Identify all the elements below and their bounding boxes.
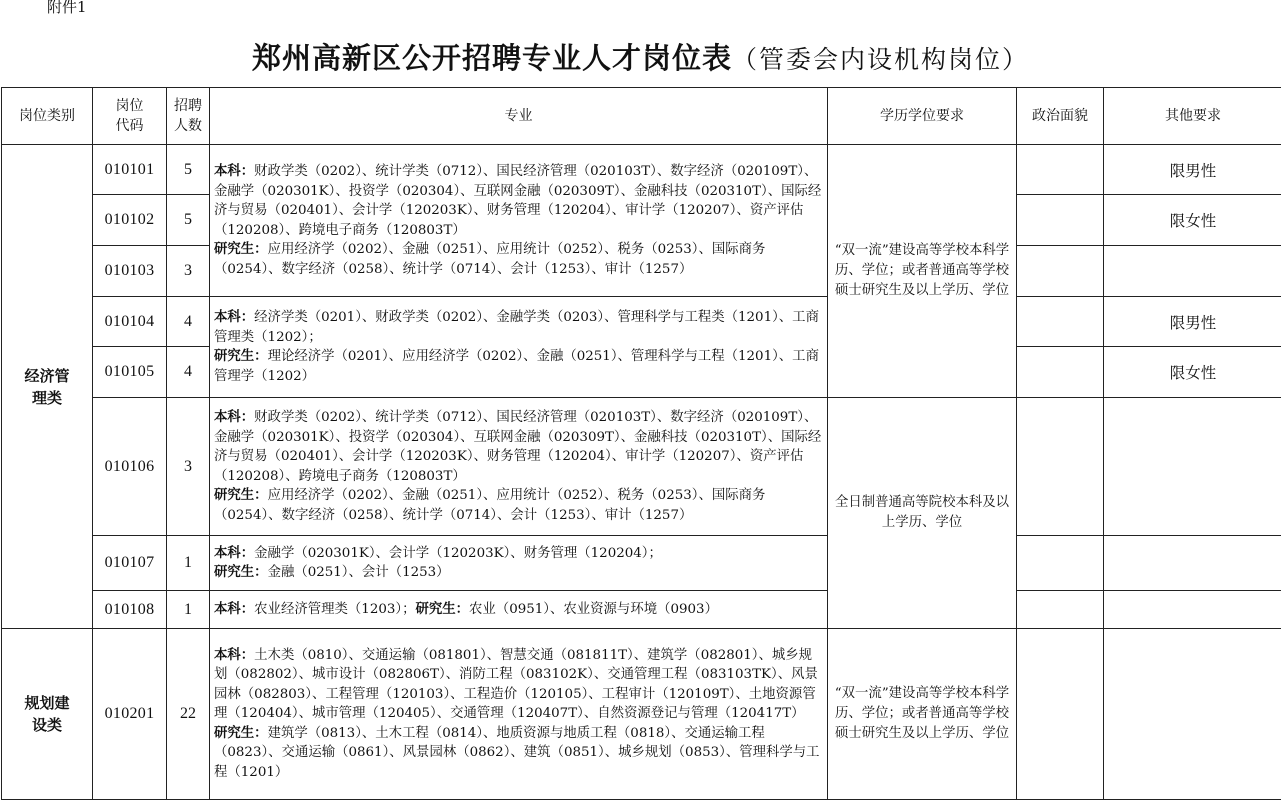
education-cell: “双一流”建设高等学校本科学历、学位；或者普通高等学校硕士研究生及以上学历、学位	[828, 629, 1017, 800]
category-cell: 经济管理类	[2, 145, 93, 629]
header-count: 招聘人数	[167, 88, 210, 145]
hire-count: 22	[167, 629, 210, 800]
hire-count: 4	[167, 297, 210, 347]
education-cell: “双一流”建设高等学校本科学历、学位；或者普通高等学校硕士研究生及以上学历、学位	[828, 145, 1017, 398]
header-major: 专业	[210, 88, 828, 145]
other-requirement: 限男性	[1104, 297, 1281, 347]
political-cell	[1017, 536, 1104, 591]
position-code: 010201	[93, 629, 167, 800]
header-category: 岗位类别	[2, 88, 93, 145]
other-requirement: 限女性	[1104, 347, 1281, 398]
major-cell: 本科：经济学类（0201）、财政学类（0202）、金融学类（0203）、管理科学与工程类（1201）、工商管理类（1202）； 研究生：理论经济学（0201）、应用经济学（0202）、金融（0251）、管理科学与工程（1201）、工商管理学（1202）	[210, 297, 828, 398]
major-cell: 本科：财政学类（0202）、统计学类（0712）、国民经济管理（020103T）、数字经济（020109T）、金融学（020301K）、投资学（020304）、互联网金融（020309T）、金融科技（020310T）、国际经济与贸易（020401）、会计学（120203K）、财务管理（120204）、审计学（120207）、资产评估（120208）、跨境电子商务（120803T） 研究生：应用经济学（0202）、金融（0251）、应用统计（0252）、税务（0253）、国际商务（0254）、数字经济（0258）、统计学（0714）、会计（1253）、审计（1257）	[210, 145, 828, 297]
political-cell	[1017, 195, 1104, 246]
header-other: 其他要求	[1104, 88, 1281, 145]
table-row	[2, 591, 1281, 629]
other-requirement: 限女性	[1104, 195, 1281, 246]
major-cell: 本科：农业经济管理类（1203）；研究生：农业（0951）、农业资源与环境（0903）	[210, 591, 828, 629]
other-requirement	[1104, 591, 1281, 629]
political-cell	[1017, 398, 1104, 536]
other-requirement	[1104, 246, 1281, 297]
hire-count: 5	[167, 145, 210, 195]
hire-count: 5	[167, 195, 210, 246]
hire-count: 1	[167, 536, 210, 591]
page-title	[0, 36, 1281, 77]
header-political: 政治面貌	[1017, 88, 1104, 145]
political-cell	[1017, 591, 1104, 629]
major-cell: 本科：财政学类（0202）、统计学类（0712）、国民经济管理（020103T）、数字经济（020109T）、金融学（020301K）、投资学（020304）、互联网金融（020309T）、金融科技（020310T）、国际经济与贸易（020401）、会计学（120203K）、财务管理（120204）、审计学（120207）、资产评估（120208）、跨境电子商务（120803T） 研究生：应用经济学（0202）、金融（0251）、应用统计（0252）、税务（0253）、国际商务（0254）、数字经济（0258）、统计学（0714）、会计（1253）、审计（1257）	[210, 398, 828, 536]
position-code: 010104	[93, 297, 167, 347]
other-requirement	[1104, 536, 1281, 591]
position-code: 010106	[93, 398, 167, 536]
category-cell: 规划建设类	[2, 629, 93, 800]
political-cell	[1017, 145, 1104, 195]
hire-count: 4	[167, 347, 210, 398]
hire-count: 3	[167, 398, 210, 536]
table-row	[2, 145, 1281, 195]
position-code: 010103	[93, 246, 167, 297]
education-cell: 全日制普通高等院校本科及以上学历、学位	[828, 398, 1017, 629]
position-code: 010105	[93, 347, 167, 398]
title-main: 郑州高新区公开招聘专业人才岗位表	[252, 41, 732, 75]
position-code: 010107	[93, 536, 167, 591]
table-row	[2, 536, 1281, 591]
positions-table	[1, 87, 1281, 800]
position-code: 010102	[93, 195, 167, 246]
political-cell	[1017, 347, 1104, 398]
political-cell	[1017, 246, 1104, 297]
title-subtitle: （管委会内设机构岗位）	[732, 45, 1029, 74]
attachment-label: 附件1	[47, 0, 87, 17]
header-row	[2, 88, 1281, 145]
position-code: 010108	[93, 591, 167, 629]
other-requirement	[1104, 629, 1281, 800]
political-cell	[1017, 629, 1104, 800]
header-education: 学历学位要求	[828, 88, 1017, 145]
major-cell: 本科：金融学（020301K）、会计学（120203K）、财务管理（120204）； 研究生：金融（0251）、会计（1253）	[210, 536, 828, 591]
major-cell: 本科：土木类（0810）、交通运输（081801）、智慧交通（081811T）、建筑学（082801）、城乡规划（082802）、城市设计（082806T）、消防工程（083102K）、交通管理工程（083103TK）、风景园林（082803）、工程管理（120103）、工程造价（120105）、工程审计（120109T）、土地资源管理（120404）、城市管理（120405）、交通管理（120407T）、自然资源登记与管理（120417T） 研究生：建筑学（0813）、土木工程（0814）、地质资源与地质工程（0818）、交通运输工程（0823）、交通运输（0861）、风景园林（0862）、建筑（0851）、城乡规划（0853）、管理科学与工程（1201）	[210, 629, 828, 800]
other-requirement	[1104, 398, 1281, 536]
table-row	[2, 297, 1281, 347]
table-row	[2, 629, 1281, 800]
hire-count: 1	[167, 591, 210, 629]
political-cell	[1017, 297, 1104, 347]
position-code: 010101	[93, 145, 167, 195]
header-code: 岗位代码	[93, 88, 167, 145]
hire-count: 3	[167, 246, 210, 297]
table-row	[2, 398, 1281, 536]
other-requirement: 限男性	[1104, 145, 1281, 195]
